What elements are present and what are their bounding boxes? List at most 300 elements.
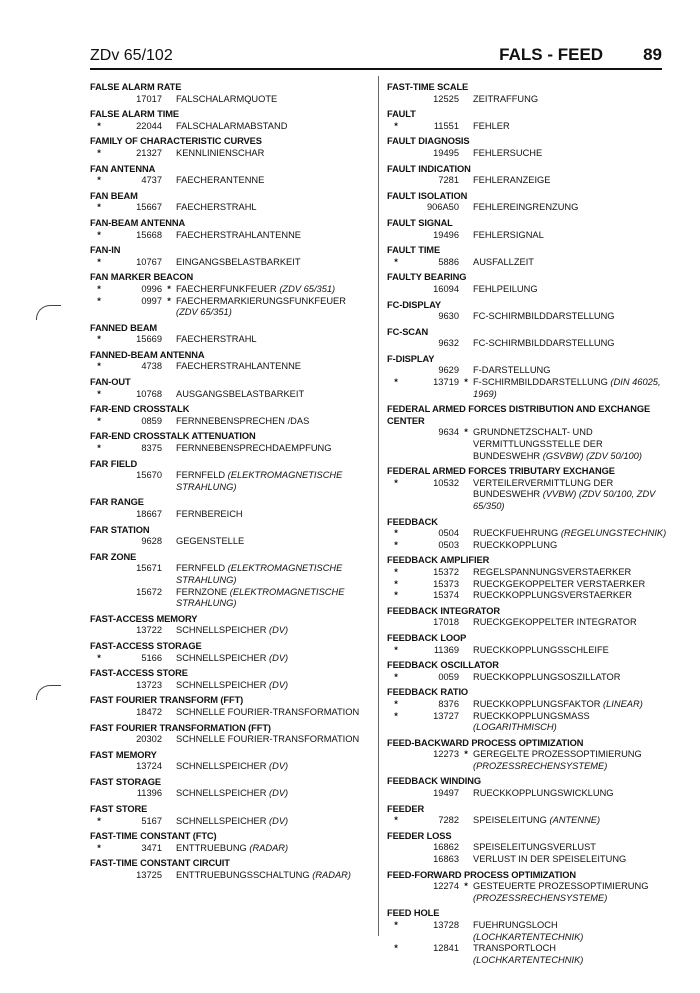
asterisk-marker: * xyxy=(394,566,398,577)
asterisk-marker: * xyxy=(97,415,101,426)
translation-row xyxy=(387,148,667,160)
translation-text: FERNNEBENSPRECHDAEMPFUNG xyxy=(176,443,332,454)
translation-row xyxy=(90,284,370,296)
translation xyxy=(176,680,370,692)
translation-text: RUECKKOPPLUNGSSCHLEIFE xyxy=(473,644,609,655)
asterisk-marker: * xyxy=(394,528,398,539)
translation xyxy=(473,854,667,866)
translation-row xyxy=(90,202,370,214)
translation xyxy=(473,788,667,800)
asterisk-marker: * xyxy=(97,388,101,399)
translation-row xyxy=(387,881,667,904)
translation-text: FAECHERSTRAHLANTENNE xyxy=(176,361,302,372)
translation-text: SCHNELLSPEICHER xyxy=(176,761,267,772)
glossary-entry xyxy=(90,723,370,746)
translation-text: SCHNELLSPEICHER xyxy=(176,788,267,799)
translation xyxy=(473,842,667,854)
translation xyxy=(473,478,667,513)
translation-row xyxy=(387,617,667,629)
translation xyxy=(473,920,667,943)
entry-term: FAST FOURIER TRANSFORM (FFT) xyxy=(90,695,244,706)
translation xyxy=(473,257,667,269)
translation-row xyxy=(387,788,667,800)
translation-text: SCHNELLSPEICHER xyxy=(176,652,267,663)
translation-row xyxy=(90,680,370,692)
entry-number: 4738 xyxy=(141,361,162,372)
entry-term: FAULT DIAGNOSIS xyxy=(387,136,470,147)
glossary-entry xyxy=(387,327,667,350)
entry-number: 16862 xyxy=(433,842,459,853)
asterisk-marker: * xyxy=(97,652,101,663)
glossary-entry xyxy=(387,404,667,462)
entry-number: 12841 xyxy=(433,943,459,954)
translation-row xyxy=(90,257,370,269)
entry-term: FEEDBACK WINDING xyxy=(387,776,481,787)
translation-row xyxy=(90,470,370,493)
entry-number: 5886 xyxy=(438,256,459,267)
translation xyxy=(473,699,667,711)
translation-row xyxy=(387,645,667,657)
entry-number: 13725 xyxy=(136,870,162,881)
glossary-entry xyxy=(387,300,667,323)
asterisk-marker: * xyxy=(97,202,101,213)
translation-text: FAECHERANTENNE xyxy=(176,175,265,186)
entry-term: FAR ZONE xyxy=(90,551,137,562)
translation xyxy=(473,645,667,657)
translation-row xyxy=(90,843,370,855)
glossary-entry xyxy=(90,777,370,800)
translation-row xyxy=(90,443,370,455)
translation xyxy=(176,416,370,428)
glossary-entry xyxy=(387,136,667,159)
glossary-entry xyxy=(387,687,667,733)
translation-text: FERNFELD xyxy=(176,470,226,481)
translation xyxy=(473,94,667,106)
translation-row xyxy=(387,943,667,966)
glossary-entry xyxy=(90,552,370,610)
entry-term: FEED-BACKWARD PROCESS OPTIMIZATION xyxy=(387,737,584,748)
translation xyxy=(176,870,370,882)
qualifier: (DIN 46025, 1969) xyxy=(473,377,661,399)
glossary-entry xyxy=(90,350,370,373)
translation-row xyxy=(90,870,370,882)
glossary-entry xyxy=(387,804,667,827)
entry-term: FAMILY OF CHARACTERISTIC CURVES xyxy=(90,136,262,147)
asterisk-marker: * xyxy=(394,477,398,488)
translation xyxy=(176,843,370,855)
entry-term: FC-SCAN xyxy=(387,326,429,337)
qualifier: (ELEKTROMAGNETISCHE STRAHLUNG) xyxy=(176,563,343,585)
entry-term: FAST STORE xyxy=(90,804,148,815)
translation-text: FERNNEBENSPRECHEN /DAS xyxy=(176,415,310,426)
entry-number: 11551 xyxy=(433,120,459,131)
asterisk-marker: * xyxy=(97,334,101,345)
qualifier: (PROZESSRECHENSYSTEME) xyxy=(473,892,608,903)
asterisk-marker: * xyxy=(394,578,398,589)
glossary-entry xyxy=(387,191,667,214)
glossary-entry xyxy=(90,497,370,520)
translation xyxy=(176,470,370,493)
glossary-entry xyxy=(387,466,667,512)
translation-row xyxy=(90,625,370,637)
translation-row xyxy=(90,734,370,746)
translation-row xyxy=(90,334,370,346)
glossary-entry xyxy=(387,245,667,268)
entry-term: FAULT SIGNAL xyxy=(387,217,453,228)
entry-term: FEEDBACK INTEGRATOR xyxy=(387,605,500,616)
glossary-entry xyxy=(387,354,667,400)
qualifier: (LOCHKARTENTECHNIK) xyxy=(473,954,584,965)
entry-term: FANNED-BEAM ANTENNA xyxy=(90,349,205,360)
translation-text: FALSCHALARMQUOTE xyxy=(176,93,278,104)
glossary-entry xyxy=(90,191,370,214)
entry-number: 10767 xyxy=(136,256,162,267)
entry-term: FAULT INDICATION xyxy=(387,163,471,174)
translation-text: RUECKKOPPLUNGSVERSTAERKER xyxy=(473,590,632,601)
translation xyxy=(176,389,370,401)
entry-number: 15373 xyxy=(433,578,459,589)
translation-row xyxy=(387,854,667,866)
asterisk-marker: * xyxy=(394,120,398,131)
entry-term: FEEDBACK AMPLIFIER xyxy=(387,555,490,566)
translation xyxy=(473,377,667,400)
glossary-entry xyxy=(90,82,370,105)
qualifier: (RADAR) xyxy=(249,842,289,853)
translation-text: FEHLERANZEIGE xyxy=(473,175,551,186)
entry-number: 21327 xyxy=(136,147,162,158)
translation-text: GEREGELTE PROZESSOPTIMIERUNG xyxy=(473,749,642,760)
translation-row xyxy=(387,284,667,296)
translation xyxy=(176,788,370,800)
translation-row xyxy=(90,536,370,548)
glossary-entry xyxy=(90,377,370,400)
glossary-entry xyxy=(90,858,370,881)
entry-term: FAR RANGE xyxy=(90,497,144,508)
entry-number: 16863 xyxy=(433,854,459,865)
translation xyxy=(176,653,370,665)
entry-term: F-DISPLAY xyxy=(387,353,435,364)
entry-term: FEEDER LOSS xyxy=(387,830,452,841)
qualifier: (DV) xyxy=(269,761,289,772)
translation xyxy=(176,625,370,637)
translation xyxy=(176,361,370,373)
translation xyxy=(473,427,667,462)
translation-text: ENTTRUEBUNGSSCHALTUNG xyxy=(176,870,310,881)
glossary-entry xyxy=(90,431,370,454)
glossary-entry xyxy=(387,738,667,773)
asterisk-marker: * xyxy=(394,590,398,601)
qualifier: (ELEKTROMAGNETISCHE STRAHLUNG) xyxy=(176,470,343,492)
entry-term: FAST-ACCESS STORAGE xyxy=(90,640,202,651)
entry-term: FC-DISPLAY xyxy=(387,299,441,310)
translation-row xyxy=(90,788,370,800)
glossary-entry xyxy=(90,164,370,187)
glossary-entry xyxy=(387,517,667,552)
entry-term: FAN-OUT xyxy=(90,377,131,388)
entry-number: 13722 xyxy=(136,625,162,636)
translation xyxy=(473,815,667,827)
translation xyxy=(176,121,370,133)
entry-term: FAST MEMORY xyxy=(90,749,157,760)
translation-text: SCHNELLSPEICHER xyxy=(176,625,267,636)
entry-term: FANNED BEAM xyxy=(90,322,158,333)
qualifier: (LOGARITHMISCH) xyxy=(473,722,557,733)
entry-number: 15670 xyxy=(136,470,162,481)
qualifier: (REGELUNGSTECHNIK) xyxy=(560,528,667,539)
entry-term: FAULT xyxy=(387,109,416,120)
glossary-entry xyxy=(387,218,667,241)
translation-row xyxy=(387,427,667,462)
entry-number: 9630 xyxy=(438,311,459,322)
translation-text: SCHNELLSPEICHER xyxy=(176,679,267,690)
entry-number: 10532 xyxy=(433,477,459,488)
page-header xyxy=(90,45,662,67)
entry-number: 4737 xyxy=(141,175,162,186)
translation-row xyxy=(90,94,370,106)
translation-text: RUECKGEKOPPELTER VERSTAERKER xyxy=(473,578,646,589)
translation-text: REGELSPANNUNGSVERSTAERKER xyxy=(473,566,632,577)
translation xyxy=(473,711,667,734)
entry-number: 9629 xyxy=(438,365,459,376)
asterisk-marker: * xyxy=(394,377,398,388)
entry-term: FAULT ISOLATION xyxy=(387,190,468,201)
entry-number: 15669 xyxy=(136,334,162,345)
translation-row xyxy=(90,707,370,719)
translation-row xyxy=(387,567,667,579)
qualifier: (GSVBW) (ZDV 50/100) xyxy=(542,450,642,461)
translation-text: FALSCHALARMABSTAND xyxy=(176,120,288,131)
entry-term: FAN ANTENNA xyxy=(90,163,156,174)
translation-text: FEHLPEILUNG xyxy=(473,283,538,294)
entry-number: 0996 xyxy=(141,283,162,294)
entry-number: 0997 xyxy=(141,295,162,306)
entry-term: FEDERAL ARMED FORCES DISTRIBUTION AND EXCHANGE CENTER xyxy=(387,404,651,426)
entry-number: 906A50 xyxy=(426,202,459,213)
asterisk-marker: * xyxy=(394,644,398,655)
asterisk-marker: * xyxy=(394,815,398,826)
translation xyxy=(473,175,667,187)
glossary-entry xyxy=(90,668,370,691)
translation xyxy=(473,540,667,552)
translation xyxy=(473,365,667,377)
translation-text: RUECKKOPPLUNGSOSZILLATOR xyxy=(473,671,621,682)
translation-row xyxy=(90,509,370,521)
translation-row xyxy=(387,842,667,854)
translation-row xyxy=(90,653,370,665)
translation-row xyxy=(90,389,370,401)
translation-row xyxy=(90,816,370,828)
asterisk-marker: * xyxy=(464,749,468,760)
glossary-entry xyxy=(387,272,667,295)
qualifier: (DV) xyxy=(269,652,289,663)
glossary-entry xyxy=(90,641,370,664)
qualifier: (DV) xyxy=(269,679,289,690)
left-column xyxy=(90,82,370,886)
asterisk-marker: * xyxy=(167,295,171,306)
entry-number: 22044 xyxy=(136,120,162,131)
translation-row xyxy=(387,311,667,323)
translation-text: EINGANGSBELASTBARKEIT xyxy=(176,256,301,267)
translation-row xyxy=(387,672,667,684)
asterisk-marker: * xyxy=(464,427,468,438)
translation-row xyxy=(387,579,667,591)
entry-number: 0059 xyxy=(438,671,459,682)
translation-row xyxy=(387,590,667,602)
translation-row xyxy=(90,587,370,610)
asterisk-marker: * xyxy=(97,229,101,240)
translation-row xyxy=(387,175,667,187)
translation xyxy=(473,311,667,323)
translation xyxy=(176,816,370,828)
translation-row xyxy=(387,749,667,772)
asterisk-marker: * xyxy=(97,361,101,372)
translation-text: FEHLERSUCHE xyxy=(473,147,543,158)
entry-term: FAN-IN xyxy=(90,245,121,256)
entry-term: FEEDER xyxy=(387,803,425,814)
translation-text: FEHLERSIGNAL xyxy=(473,229,544,240)
translation xyxy=(176,563,370,586)
asterisk-marker: * xyxy=(97,815,101,826)
glossary-entry xyxy=(90,750,370,773)
translation xyxy=(473,672,667,684)
asterisk-marker: * xyxy=(394,710,398,721)
right-column xyxy=(387,82,667,970)
entry-term: FAN BEAM xyxy=(90,190,138,201)
entry-term: FAN-BEAM ANTENNA xyxy=(90,217,186,228)
qualifier: (ELEKTROMAGNETISCHE STRAHLUNG) xyxy=(176,586,345,609)
entry-number: 16094 xyxy=(433,283,459,294)
translation-text: RUECKKOPPLUNGSMASS xyxy=(473,710,590,721)
translation-row xyxy=(387,94,667,106)
asterisk-marker: * xyxy=(97,295,101,306)
glossary-entry xyxy=(90,323,370,346)
glossary-entry xyxy=(387,633,667,656)
translation-row xyxy=(387,365,667,377)
translation xyxy=(176,230,370,242)
translation-row xyxy=(387,202,667,214)
glossary-entry xyxy=(387,109,667,132)
translation-text: GRUNDNETZSCHALT- UND VERMITTLUNGSSTELLE DER BUNDESWEHR xyxy=(473,427,603,461)
translation xyxy=(176,509,370,521)
qualifier: (ANTENNE) xyxy=(549,815,601,826)
qualifier: (PROZESSRECHENSYSTEME) xyxy=(473,760,608,771)
translation xyxy=(473,338,667,350)
asterisk-marker: * xyxy=(97,443,101,454)
translation xyxy=(473,230,667,242)
asterisk-marker: * xyxy=(464,377,468,388)
entry-number: 12273 xyxy=(433,749,459,760)
translation-text: FAECHERMARKIERUNGSFUNKFEUER xyxy=(176,295,346,306)
entry-term: FALSE ALARM RATE xyxy=(90,82,182,92)
entry-number: 17018 xyxy=(433,617,459,628)
asterisk-marker: * xyxy=(97,120,101,131)
glossary-entry xyxy=(387,82,667,105)
glossary-entry xyxy=(90,459,370,494)
entry-number: 19496 xyxy=(433,229,459,240)
translation-row xyxy=(387,920,667,943)
asterisk-marker: * xyxy=(97,842,101,853)
entry-number: 13719 xyxy=(433,377,459,388)
entry-number: 7282 xyxy=(438,815,459,826)
qualifier: (ZDV 65/351) xyxy=(176,307,232,318)
translation-text: FAECHERSTRAHL xyxy=(176,334,257,345)
translation-text: SCHNELLE FOURIER-TRANSFORMATION xyxy=(176,734,360,745)
translation xyxy=(176,536,370,548)
asterisk-marker: * xyxy=(167,283,171,294)
translation-text: F-SCHIRMBILDDARSTELLUNG xyxy=(473,377,608,388)
translation-text: GEGENSTELLE xyxy=(176,536,245,547)
entry-number: 12525 xyxy=(433,93,459,104)
translation-row xyxy=(90,563,370,586)
glossary-entry xyxy=(90,831,370,854)
entry-number: 11369 xyxy=(433,644,459,655)
glossary-entry xyxy=(90,218,370,241)
translation-text: FAECHERSTRAHL xyxy=(176,202,257,213)
translation-text: KENNLINIENSCHAR xyxy=(176,147,265,158)
translation-text: RUECKKOPPLUNG xyxy=(473,539,558,550)
entry-number: 15374 xyxy=(433,590,459,601)
glossary-entry xyxy=(90,109,370,132)
entry-number: 15672 xyxy=(136,586,162,597)
qualifier: (RADAR) xyxy=(312,870,351,881)
translation-text: FERNZONE xyxy=(176,586,228,597)
entry-term: FAULTY BEARING xyxy=(387,272,467,283)
translation-text: FC-SCHIRMBILDDARSTELLUNG xyxy=(473,311,615,322)
translation-text: RUECKKOPPLUNGSFAKTOR xyxy=(473,698,601,709)
translation xyxy=(473,121,667,133)
translation-text: SCHNELLSPEICHER xyxy=(176,815,267,826)
translation-row xyxy=(387,540,667,552)
translation xyxy=(473,148,667,160)
asterisk-marker: * xyxy=(394,671,398,682)
translation xyxy=(176,296,370,319)
entry-number: 19495 xyxy=(433,147,459,158)
translation-text: SCHNELLE FOURIER-TRANSFORMATION xyxy=(176,706,360,717)
entry-term: FAST FOURIER TRANSFORMATION (FFT) xyxy=(90,722,271,733)
translation-text: VERLUST IN DER SPEISELEITUNG xyxy=(473,854,627,865)
entry-number: 5166 xyxy=(141,652,162,663)
entry-number: 15668 xyxy=(136,229,162,240)
glossary-entry xyxy=(90,404,370,427)
asterisk-marker: * xyxy=(394,539,398,550)
translation xyxy=(176,443,370,455)
glossary-entry xyxy=(90,136,370,159)
qualifier: (DV) xyxy=(269,815,289,826)
document-reference: ZDv 65/102 xyxy=(90,47,173,64)
page-number: 89 xyxy=(643,45,662,64)
entry-number: 15667 xyxy=(136,202,162,213)
margin-mark xyxy=(36,685,61,700)
asterisk-marker: * xyxy=(97,175,101,186)
entry-number: 11396 xyxy=(136,788,162,799)
translation-text: SPEISELEITUNG xyxy=(473,815,547,826)
glossary-entry xyxy=(90,272,370,318)
entry-number: 7281 xyxy=(438,175,459,186)
translation xyxy=(473,579,667,591)
translation-text: FEHLER xyxy=(473,120,510,131)
glossary-entry xyxy=(387,776,667,799)
translation xyxy=(176,257,370,269)
translation xyxy=(473,749,667,772)
translation-text: FC-SCHIRMBILDDARSTELLUNG xyxy=(473,338,615,349)
translation-text: AUSGANGSBELASTBARKEIT xyxy=(176,388,305,399)
asterisk-marker: * xyxy=(97,256,101,267)
entry-term: FEEDBACK OSCILLATOR xyxy=(387,660,499,671)
qualifier: (ZDV 65/351) xyxy=(279,283,336,294)
translation xyxy=(176,334,370,346)
qualifier: (DV) xyxy=(269,625,289,636)
entry-term: FAST-ACCESS STORE xyxy=(90,668,188,679)
